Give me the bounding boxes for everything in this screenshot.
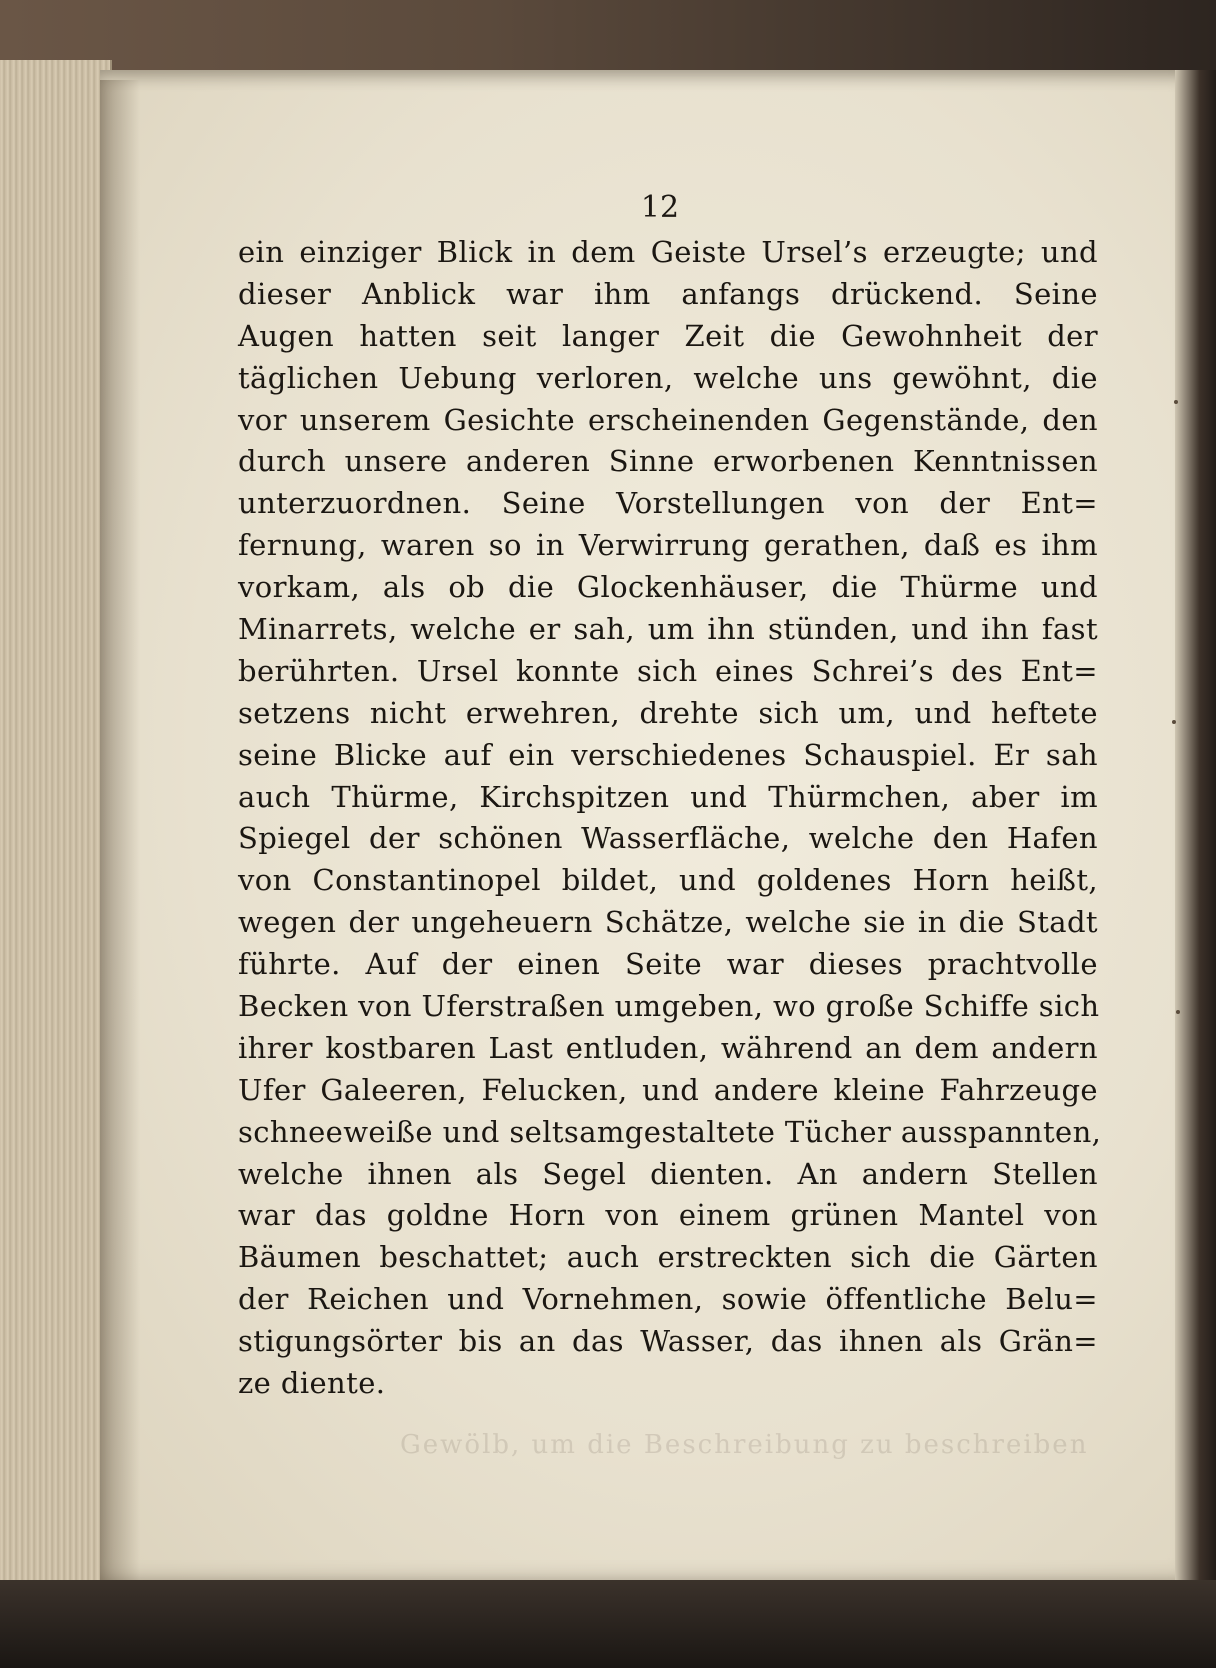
text-line: ihrer kostbaren Last entluden, während an dem andern — [238, 1030, 1098, 1065]
text-line: stigungsörter bis an das Wasser, das ihnen als Grän= — [238, 1324, 1098, 1359]
cover-top-edge — [0, 0, 1216, 70]
text-line: Ufer Galeeren, Felucken, und andere kleine Fahrzeuge — [238, 1072, 1098, 1107]
text-line: Minarrets, welche er sah, um ihn stünden, und ihn fast — [238, 612, 1098, 647]
text-line: Augen hatten seit langer Zeit die Gewohnheit der — [238, 318, 1098, 353]
bottom-shadow — [0, 1580, 1216, 1668]
text-line: welche ihnen als Segel dienten. An andern Stellen — [238, 1156, 1098, 1191]
margin-marks — [1170, 360, 1182, 1040]
text-line: seine Blicke auf ein verschiedenes Schauspiel. Er sah — [238, 737, 1098, 772]
text-line: ze diente. — [238, 1366, 386, 1401]
text-line: ein einziger Blick in dem Geiste Ursel’s erzeugte; und — [238, 235, 1098, 269]
text-line: der Reichen und Vornehmen, sowie öffentliche Belu= — [238, 1282, 1098, 1317]
page-stack — [0, 60, 112, 1580]
body-text — [238, 232, 1102, 1405]
margin-mark — [1174, 400, 1178, 404]
text-line: von Constantinopel bildet, und goldenes Horn heißt, — [238, 863, 1098, 898]
text-line: Spiegel der schönen Wasserfläche, welche den Hafen — [238, 821, 1098, 856]
text-line: durch unsere anderen Sinne erworbenen Kenntnissen — [238, 444, 1098, 479]
text-line: täglichen Uebung verloren, welche uns gewöhnt, die — [238, 360, 1098, 395]
text-line: führte. Auf der einen Seite war dieses prachtvolle — [238, 947, 1098, 982]
text-line: dieser Anblick war ihm anfangs drückend. Seine — [238, 276, 1098, 311]
text-line: Becken von Uferstraßen umgeben, wo große Schiffe sich — [238, 989, 1100, 1024]
margin-mark — [1176, 1010, 1180, 1014]
text-line: auch Thürme, Kirchspitzen und Thürmchen, aber im — [238, 779, 1098, 814]
text-line: vor unserem Gesichte erscheinenden Gegenstände, den — [238, 402, 1098, 437]
text-line: vorkam, als ob die Glockenhäuser, die Thürme und — [238, 570, 1098, 605]
text-line: berührten. Ursel konnte sich eines Schrei’s des Ent= — [238, 653, 1098, 688]
text-line: war das goldne Horn von einem grünen Mantel von — [238, 1198, 1098, 1233]
bleed-through-text: Gewölb, um die Beschreibung zu beschreiben — [400, 1430, 1089, 1460]
text-line: Bäumen beschattet; auch erstreckten sich die Gärten — [238, 1240, 1098, 1275]
text-line: unterzuordnen. Seine Vorstellungen von der Ent= — [238, 486, 1098, 521]
text-line: schneeweiße und seltsamgestaltete Tücher ausspannten, — [238, 1114, 1102, 1149]
spine-shadow — [100, 80, 140, 1580]
text-line: setzens nicht erwehren, drehte sich um, und heftete — [238, 695, 1098, 730]
text-line: wegen der ungeheuern Schätze, welche sie in die Stadt — [238, 905, 1098, 940]
margin-mark — [1172, 720, 1176, 724]
page-number: 12 — [640, 190, 680, 225]
text-line: fernung, waren so in Verwirrung gerathen, daß es ihm — [238, 528, 1098, 563]
